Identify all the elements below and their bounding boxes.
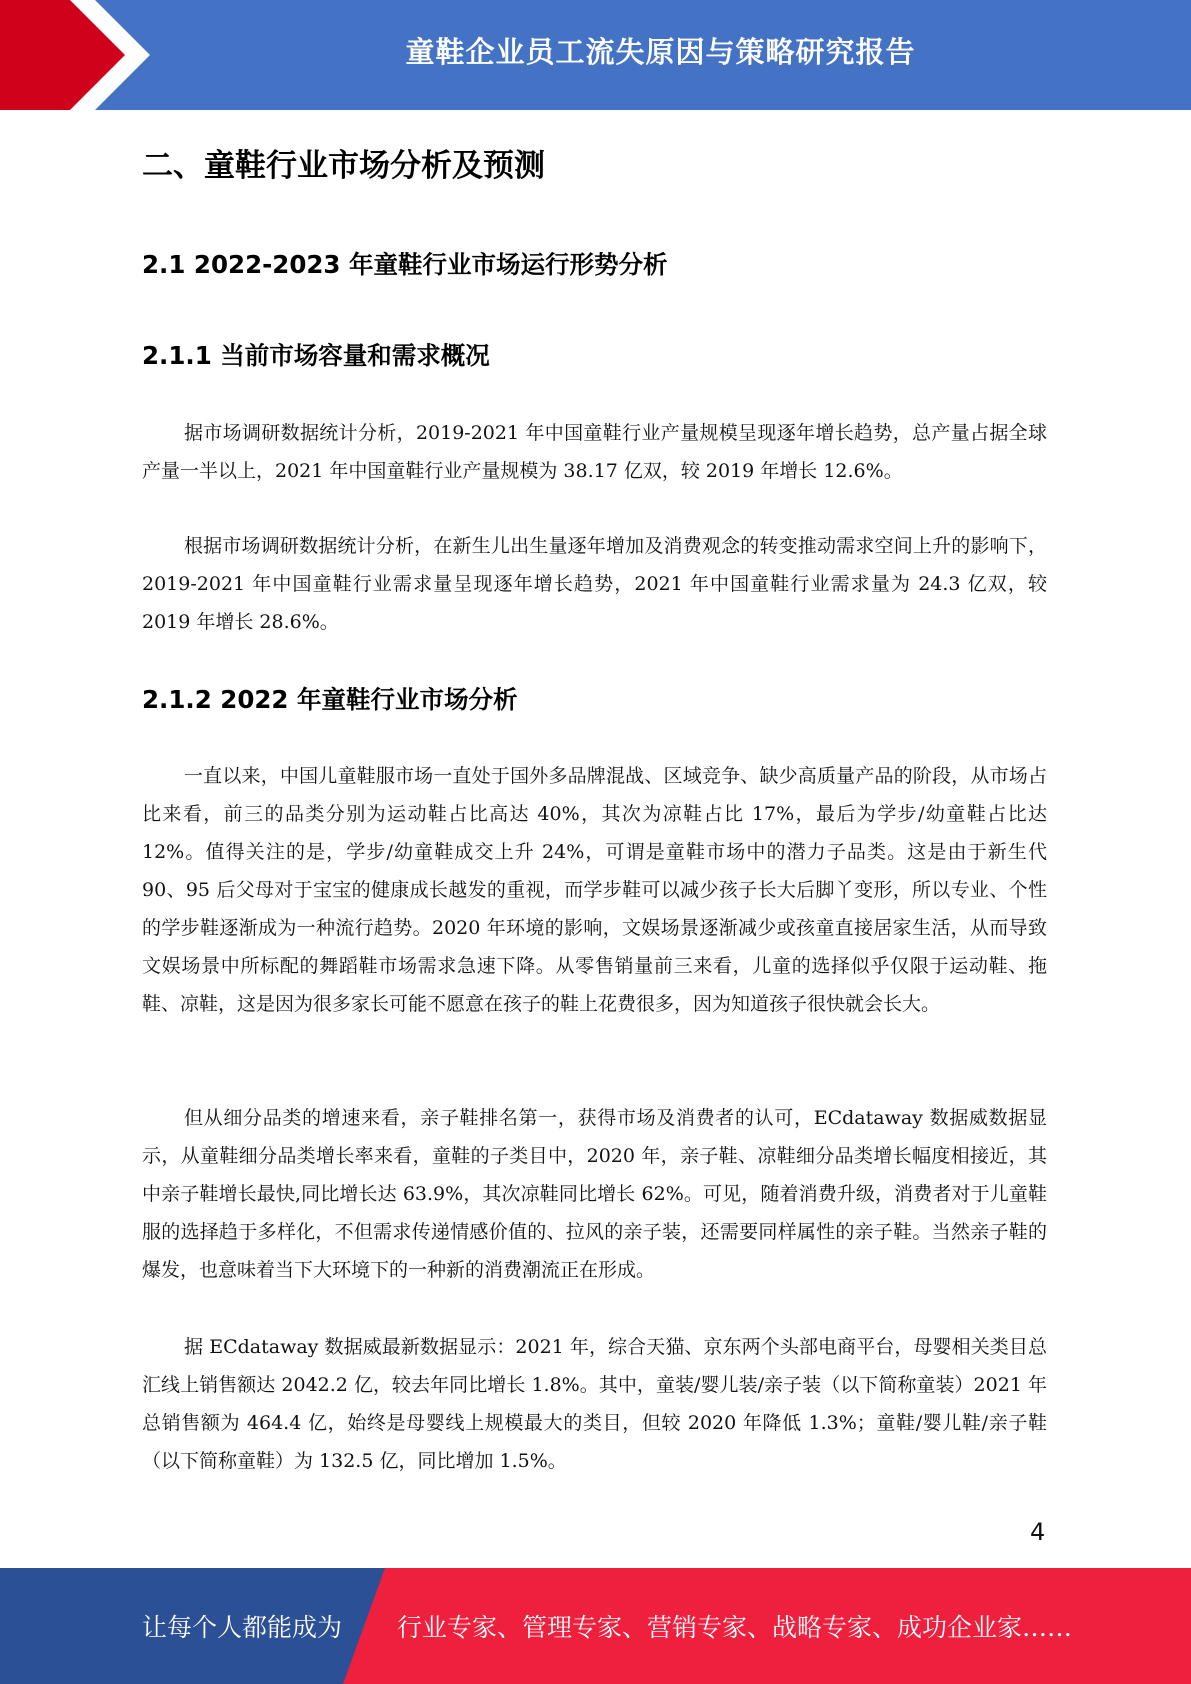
page-number: 4 [1030,1518,1046,1546]
paragraph: 根据市场调研数据统计分析，在新生儿出生量逐年增加及消费观念的转变推动需求空间上升的影响下，2019-2021 年中国童鞋行业需求量呈现逐年增长趋势，2021 年中国童鞋行业需求量为 24.3 亿双，较 2019 年增长 28.6%。 [142,535,1047,633]
subsection-heading-2-1: 2.1 2022-2023 年童鞋行业市场运行形势分析 [142,250,668,279]
paragraph: 据市场调研数据统计分析，2019-2021 年中国童鞋行业产量规模呈现逐年增长趋势，总产量占据全球产量一半以上，2021 年中国童鞋行业产量规模为 38.17 亿双，较 2019 年增长 12.6%。 [142,422,1047,482]
page-footer [0,1568,1191,1684]
footer-slogan-right: 行业专家、管理专家、营销专家、战略专家、成功企业家…… [397,1613,1073,1642]
subsection-heading-2-1-2: 2.1.2 2022 年童鞋行业市场分析 [142,685,518,714]
paragraph: 一直以来，中国儿童鞋服市场一直处于国外多品牌混战、区域竞争、缺少高质量产品的阶段，从市场占比来看，前三的品类分别为运动鞋占比高达 40%，其次为凉鞋占比 17%，最后为学步/幼童鞋占比达 12%。值得关注的是，学步/幼童鞋成交上升 24%，可谓是童鞋市场中的潜力子品类。这是由于新生代 90、95 后父母对于宝宝的健康成长越发的重视，而学步鞋可以减少孩子长大后脚丫变形，所以专业、个性的学步鞋逐渐成为一种流行趋势。2020 年环境的影响，文娱场景逐渐减少或孩童直接居家生活，从而导致文娱场景中所标配的舞蹈鞋市场需求急速下降。从零售销量前三来看，儿童的选择似乎仅限于运动鞋、拖鞋、凉鞋，这是因为很多家长可能不愿意在孩子的鞋上花费很多，因为知道孩子很快就会长大。 [142,765,1047,1015]
paragraph: 但从细分品类的增速来看，亲子鞋排名第一，获得市场及消费者的认可，ECdataway 数据威数据显示，从童鞋细分品类增长率来看，童鞋的子类目中，2020 年，亲子鞋、凉鞋细分品类增长幅度相接近，其中亲子鞋增长最快,同比增长达 63.9%，其次凉鞋同比增长 62%。可见，随着消费升级，消费者对于儿童鞋服的选择趋于多样化，不但需求传递情感价值的、拉风的亲子装，还需要同样属性的亲子鞋。当然亲子鞋的爆发，也意味着当下大环境下的一种新的消费潮流正在形成。 [142,1107,1047,1281]
section-heading: 二、童鞋行业市场分析及预测 [142,148,545,184]
document-title: 童鞋企业员工流失原因与策略研究报告 [405,34,916,69]
paragraph: 据 ECdataway 数据威最新数据显示：2021 年，综合天猫、京东两个头部电商平台，母婴相关类目总汇线上销售额达 2042.2 亿，较去年同比增长 1.8%。其中，童装/婴儿装/亲子装（以下简称童装）2021 年总销售额为 464.4 亿，始终是母婴线上规模最大的类目，但较 2020 年降低 1.3%；童鞋/婴儿鞋/亲子鞋（以下简称童鞋）为 132.5 亿，同比增加 1.5%。 [142,1336,1047,1472]
footer-slogan-left: 让每个人都能成为 [142,1613,343,1642]
page-header [0,0,1191,110]
subsection-heading-2-1-1: 2.1.1 当前市场容量和需求概况 [142,341,490,370]
